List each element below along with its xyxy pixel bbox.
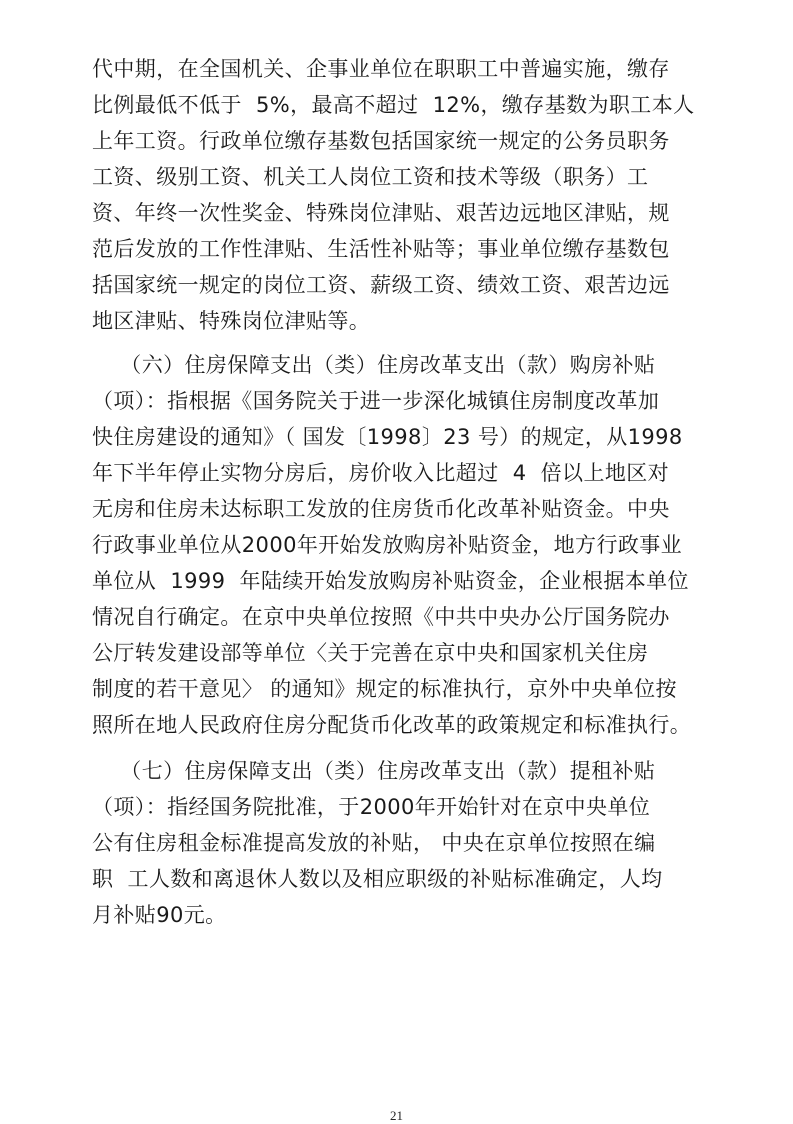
body-text-line: 括国家统一规定的岗位工资、薪级工资、绩效工资、艰苦边远 xyxy=(92,273,670,297)
page-number: 21 xyxy=(390,1108,403,1123)
body-text-line: 月补贴90元。 xyxy=(92,903,227,927)
body-text-line: 职 工人数和离退休人数以及相应职级的补贴标准确定，人均 xyxy=(92,867,663,891)
body-text-line: 年下半年停止实物分房后，房价收入比超过 4 倍以上地区对 xyxy=(92,461,670,485)
body-text-line: 公有住房租金标准提高发放的补贴， 中央在京单位按照在编 xyxy=(92,831,656,855)
body-text-line: （项）：指根据《国务院关于进一步深化城镇住房制度改革加 xyxy=(92,389,660,413)
section-heading-line: （六）住房保障支出（类）住房改革支出（款）购房补贴 xyxy=(92,353,656,377)
body-text-line: 比例最低不低于 5%，最高不超过 12%，缴存基数为职工本人 xyxy=(92,93,695,117)
body-text-line: 上年工资。行政单位缴存基数包括国家统一规定的公务员职务 xyxy=(92,129,670,153)
body-text-line: 行政事业单位从2000年开始发放购房补贴资金，地方行政事业 xyxy=(92,533,683,557)
body-text-line: 代中期，在全国机关、企事业单位在职职工中普遍实施，缴存 xyxy=(92,57,670,81)
body-text-line: 范后发放的工作性津贴、生活性补贴等；事业单位缴存基数包 xyxy=(92,237,670,261)
section-heading-line: （七）住房保障支出（类）住房改革支出（款）提租补贴 xyxy=(92,759,656,783)
body-text-line: 工资、级别工资、机关工人岗位工资和技术等级（职务）工 xyxy=(92,165,649,189)
body-text-line: 快住房建设的通知》（ 国发〔1998〕23 号）的规定，从1998 xyxy=(92,425,683,449)
body-text-line: 单位从 1999 年陆续开始发放购房补贴资金，企业根据本单位 xyxy=(92,569,689,593)
body-text-line: 资、年终一次性奖金、特殊岗位津贴、艰苦边远地区津贴，规 xyxy=(92,201,670,225)
body-text-line: 制度的若干意见〉 的通知》规定的标准执行，京外中央单位按 xyxy=(92,677,677,701)
body-text-line: （项）：指经国务院批准，于2000年开始针对在京中央单位 xyxy=(92,795,651,819)
body-text-line: 无房和住房未达标职工发放的住房货币化改革补贴资金。中央 xyxy=(92,497,670,521)
body-text-line: 情况自行确定。在京中央单位按照《中共中央办公厅国务院办 xyxy=(92,605,670,629)
body-text-line: 公厅转发建设部等单位〈关于完善在京中央和国家机关住房 xyxy=(92,641,649,665)
body-text-line: 地区津贴、特殊岗位津贴等。 xyxy=(92,309,371,333)
body-text-line: 照所在地人民政府住房分配货币化改革的政策规定和标准执行。 xyxy=(92,713,692,737)
